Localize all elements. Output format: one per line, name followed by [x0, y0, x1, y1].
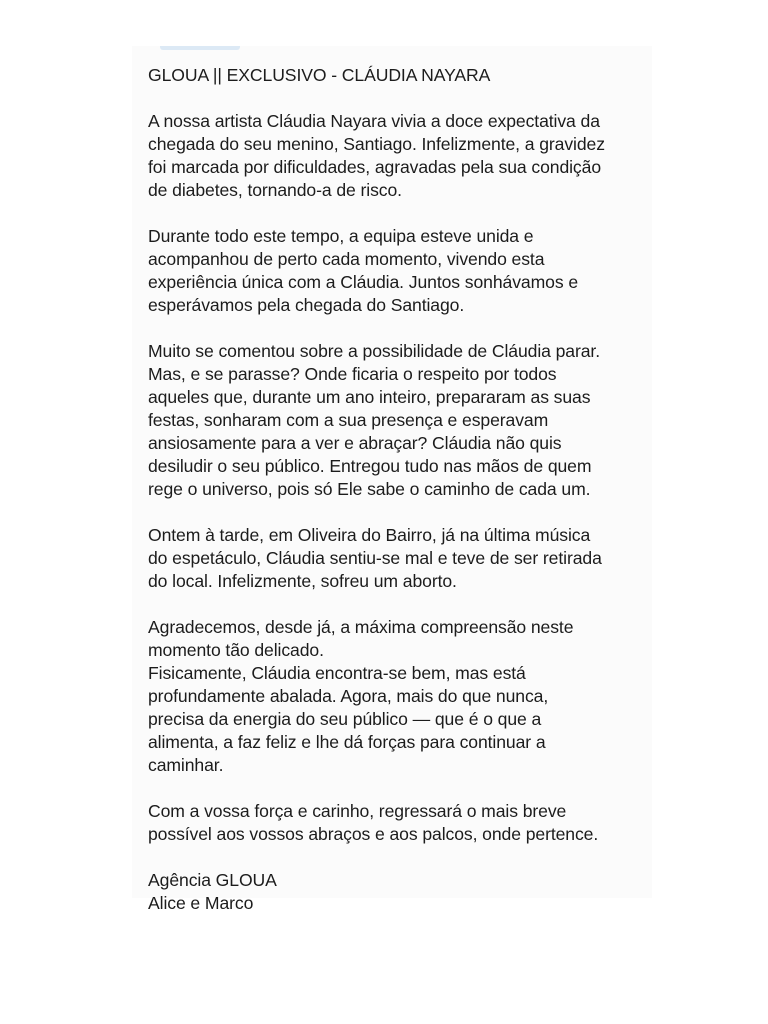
paragraph [148, 524, 648, 593]
signature-block [148, 869, 648, 915]
text-line: Mas, e se parasse? Onde ficaria o respeito por todos [148, 364, 557, 384]
text-line: do local. Infelizmente, sofreu um aborto. [148, 571, 457, 591]
paragraph [148, 110, 648, 202]
paragraph [148, 616, 648, 777]
text-line: ansiosamente para a ver e abraçar? Cláudia não quis [148, 433, 562, 453]
text-line: Agradecemos, desde já, a máxima compreensão neste [148, 617, 574, 637]
text-line: caminhar. [148, 755, 224, 775]
text-line: esperávamos pela chegada do Santiago. [148, 295, 465, 315]
text-line: acompanhou de perto cada momento, vivendo esta [148, 249, 545, 269]
text-line: rege o universo, pois só Ele sabe o caminho de cada um. [148, 479, 591, 499]
text-line: Alice e Marco [148, 893, 254, 913]
text-line: possível aos vossos abraços e aos palcos, onde pertence. [148, 824, 599, 844]
paragraph [148, 800, 648, 846]
text-line: A nossa artista Cláudia Nayara vivia a doce expectativa da [148, 111, 600, 131]
statement-paragraphs [148, 110, 648, 915]
text-line: experiência única com a Cláudia. Juntos sonhávamos e [148, 272, 579, 292]
text-line: festas, sonharam com a sua presença e esperavam [148, 410, 549, 430]
text-line: Muito se comentou sobre a possibilidade de Cláudia parar. [148, 341, 601, 361]
text-line: Durante todo este tempo, a equipa esteve unida e [148, 226, 534, 246]
text-line: Fisicamente, Cláudia encontra-se bem, mas está [148, 663, 526, 683]
text-line: chegada do seu menino, Santiago. Infelizmente, a gravidez [148, 134, 605, 154]
text-line: momento tão delicado. [148, 640, 324, 660]
text-line: Ontem à tarde, em Oliveira do Bairro, já na última música [148, 525, 591, 545]
text-line: Agência GLOUA [148, 870, 277, 890]
page-top-tab [160, 46, 240, 50]
text-line: de diabetes, tornando-a de risco. [148, 180, 402, 200]
statement-body [148, 64, 648, 938]
text-line: desiludir o seu público. Entregou tudo nas mãos de quem [148, 456, 592, 476]
text-line: profundamente abalada. Agora, mais do que nunca, [148, 686, 549, 706]
text-line: foi marcada por dificuldades, agravadas pela sua condição [148, 157, 602, 177]
paragraph [148, 225, 648, 317]
text-line: aqueles que, durante um ano inteiro, prepararam as suas [148, 387, 591, 407]
text-line: precisa da energia do seu público — que é o que a [148, 709, 542, 729]
text-line: alimenta, a faz feliz e lhe dá forças para continuar a [148, 732, 546, 752]
text-line: do espetáculo, Cláudia sentiu-se mal e teve de ser retirada [148, 548, 602, 568]
statement-title: GLOUA || EXCLUSIVO - CLÁUDIA NAYARA [148, 65, 491, 85]
text-line: Com a vossa força e carinho, regressará o mais breve [148, 801, 567, 821]
paragraph [148, 340, 648, 501]
